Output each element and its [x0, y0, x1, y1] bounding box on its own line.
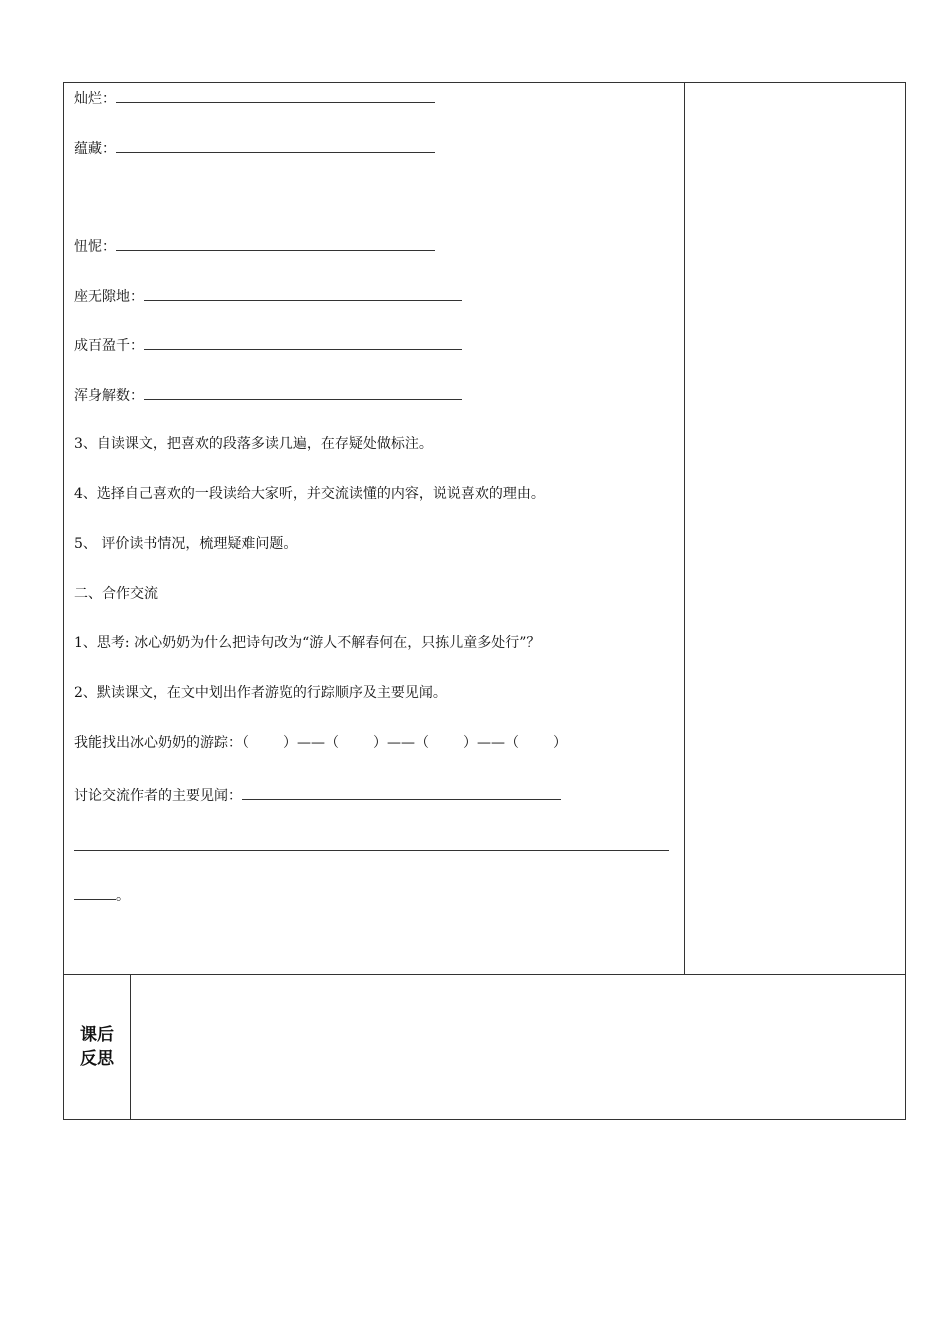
- route-line: [74, 733, 567, 753]
- answer-blank[interactable]: [116, 88, 435, 103]
- answer-blank[interactable]: [144, 286, 462, 301]
- vocab-item-niuni: [74, 236, 435, 257]
- period: 。: [116, 888, 130, 904]
- question-2: 2、默读课文，在文中划出作者游览的行踪顺序及主要见闻。: [74, 685, 447, 701]
- route-separator: ——: [297, 735, 325, 751]
- discuss-label: 讨论交流作者的主要见闻：: [74, 788, 242, 804]
- answer-blank[interactable]: [116, 236, 435, 251]
- discuss-line: [74, 785, 561, 806]
- answer-blank[interactable]: [74, 885, 116, 900]
- row-divider: [64, 974, 905, 975]
- vocab-item-canlan: [74, 88, 435, 109]
- reflection-label: 课后反思: [80, 1024, 114, 1069]
- vocab-term: 忸怩：: [74, 239, 116, 255]
- step-3: 3、自读课文，把喜欢的段落多读几遍，在存疑处做标注。: [74, 436, 433, 452]
- route-separator: ——: [387, 735, 415, 751]
- answer-tail: [74, 885, 130, 906]
- vocab-term: 蕴藏：: [74, 141, 116, 157]
- vocab-term: 成百盈千：: [74, 338, 144, 354]
- reflection-divider: [130, 974, 131, 1119]
- answer-blank[interactable]: [242, 785, 561, 800]
- vocab-term: 灿烂：: [74, 91, 116, 107]
- route-label: 我能找出冰心奶奶的游踪：: [74, 735, 242, 751]
- answer-blank[interactable]: [144, 335, 462, 350]
- worksheet-table: [63, 82, 906, 1120]
- vocab-item-chengbaiyingqian: [74, 335, 462, 356]
- step-4: 4、选择自己喜欢的一段读给大家听，并交流读懂的内容，说说喜欢的理由。: [74, 486, 545, 502]
- route-slot-1[interactable]: （ ）: [242, 735, 297, 751]
- vocab-item-hunshenjieshu: [74, 385, 462, 406]
- route-separator: ——: [477, 735, 505, 751]
- vocab-item-zuowuxidi: [74, 286, 462, 307]
- answer-blank-full[interactable]: [74, 850, 669, 851]
- step-5: 5、 评价读书情况，梳理疑难问题。: [74, 536, 298, 552]
- answer-blank[interactable]: [116, 138, 435, 153]
- answer-blank[interactable]: [144, 385, 462, 400]
- vocab-term: 浑身解数：: [74, 388, 144, 404]
- route-slot-4[interactable]: （ ）: [505, 735, 567, 751]
- reflection-label-cell: [64, 974, 130, 1119]
- vocab-item-yuncang: [74, 138, 435, 159]
- route-slot-2[interactable]: （ ）: [325, 735, 387, 751]
- question-1: 1、思考: 冰心奶奶为什么把诗句改为“游人不解春何在，只拣儿童多处行”？: [74, 635, 541, 651]
- column-divider: [684, 83, 685, 974]
- route-slot-3[interactable]: （ ）: [415, 735, 477, 751]
- vocab-term: 座无隙地：: [74, 289, 144, 305]
- section-title: 二、合作交流: [74, 586, 158, 602]
